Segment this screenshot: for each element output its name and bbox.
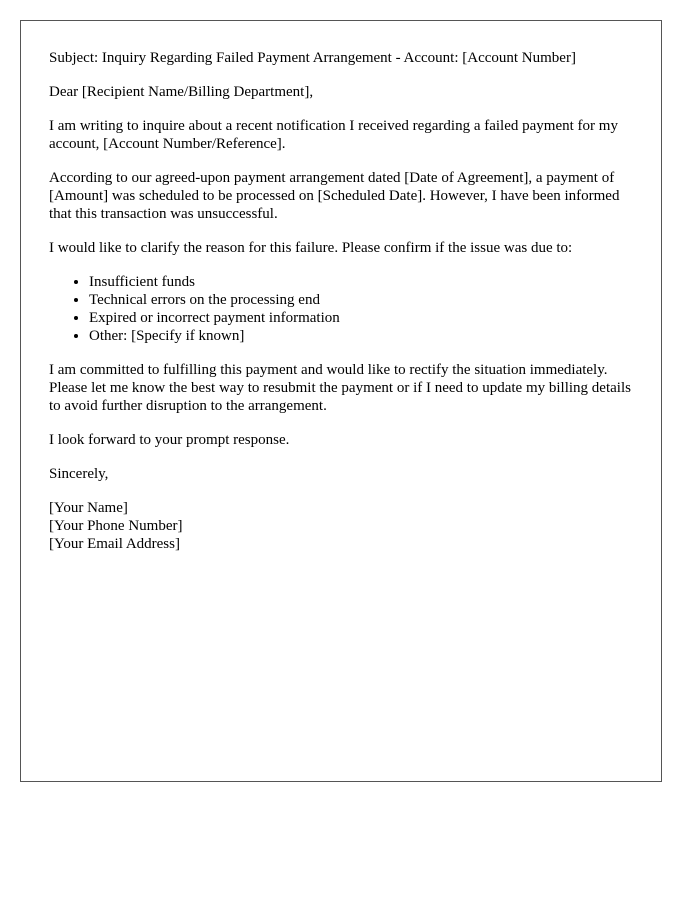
signature-phone: [Your Phone Number] [49,518,183,534]
reasons-list [49,273,633,345]
clarify-paragraph: I would like to clarify the reason for this failure. Please confirm if the issue was due to: [49,240,573,256]
subject-line: Subject: Inquiry Regarding Failed Payment Arrangement - Account: [Account Number] [49,50,576,66]
list-item: • Technical errors on the processing end [89,291,633,309]
letter-document [20,20,662,782]
list-item: • Expired or incorrect payment information [89,309,633,327]
agreement-paragraph: According to our agreed-upon payment arrangement dated [Date of Agreement], a payment of [Amount] was scheduled to be processed on [Scheduled Date]. However, I have been informed that this transaction was unsuccessful. [49,170,620,222]
signature-block [49,499,633,553]
signature-name: [Your Name] [49,500,128,516]
list-item: • Other: [Specify if known] [89,327,633,345]
signoff: Sincerely, [49,466,109,482]
intro-paragraph: I am writing to inquire about a recent notification I received regarding a failed payment for my account, [Account Number/Reference]. [49,118,618,152]
signature-email: [Your Email Address] [49,536,180,552]
list-item: • Insufficient funds [89,273,633,291]
commitment-paragraph: I am committed to fulfilling this payment and would like to rectify the situation immediately. Please let me know the best way to resubmit the payment or if I need to update my billing details to avoid further disruption to the arrangement. [49,362,631,414]
closing-line: I look forward to your prompt response. [49,432,290,448]
salutation: Dear [Recipient Name/Billing Department], [49,84,314,100]
